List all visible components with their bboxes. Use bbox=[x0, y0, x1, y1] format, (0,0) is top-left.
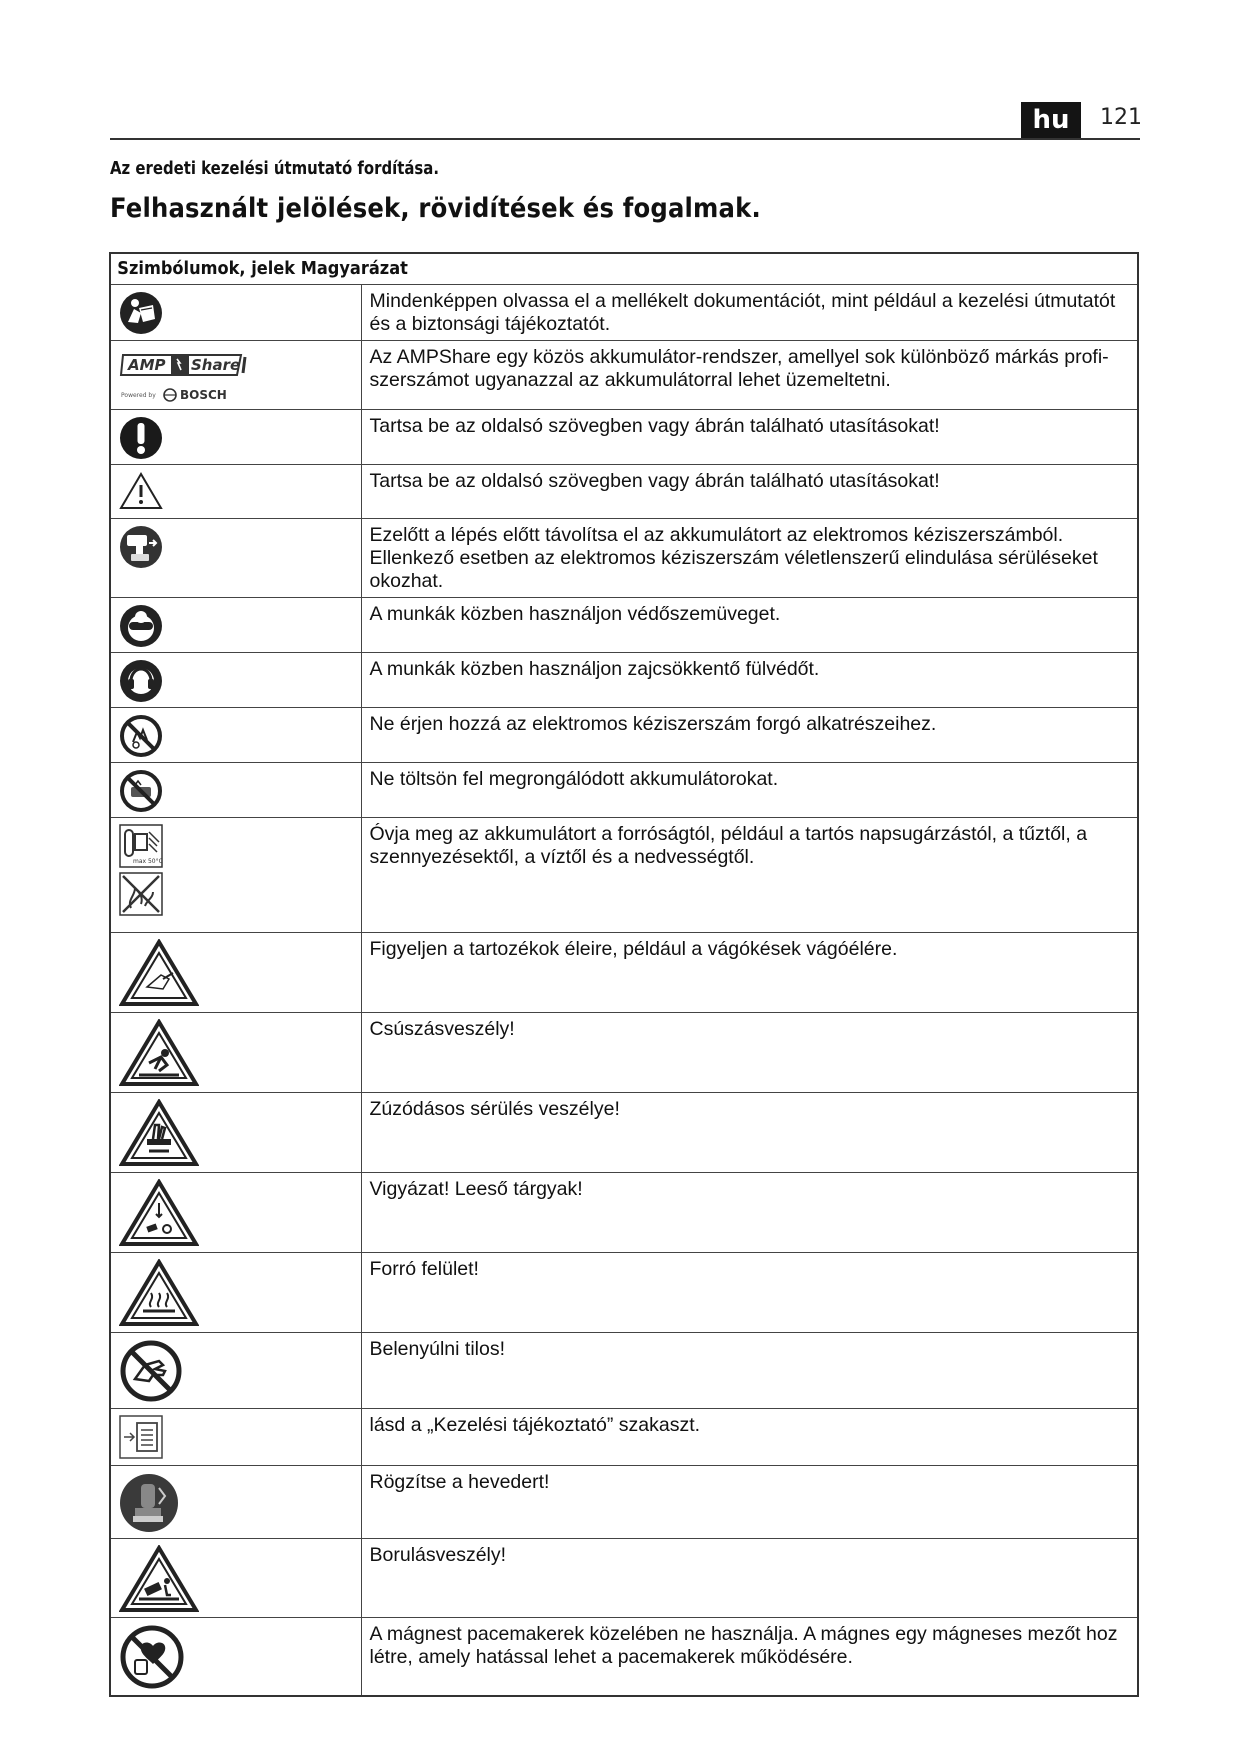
table-header-row bbox=[110, 253, 1138, 285]
logo-powered-text: Powered by bbox=[121, 392, 156, 399]
symbol-cell bbox=[110, 818, 361, 933]
crush-hazard-icon bbox=[119, 1099, 199, 1167]
symbol-cell bbox=[110, 410, 361, 465]
row-text: Figyeljen a tartozékok éleire, például a vágókések vágóélére. bbox=[369, 938, 898, 960]
table-row bbox=[110, 653, 1138, 708]
fasten-strap-icon bbox=[119, 1472, 179, 1534]
symbol-cell bbox=[110, 1173, 361, 1253]
symbol-cell bbox=[110, 465, 361, 519]
row-text: Tartsa be az oldalsó szövegben vagy ábrán található utasításokat! bbox=[369, 415, 940, 437]
symbol-cell bbox=[110, 653, 361, 708]
no-touch-rotating-parts-icon bbox=[119, 714, 163, 758]
slip-hazard-icon bbox=[119, 1019, 199, 1087]
table-row bbox=[110, 1466, 1138, 1539]
row-text: Ne töltsön fel megrongálódott akkumulátorokat. bbox=[369, 768, 779, 790]
symbol-cell bbox=[110, 1466, 361, 1539]
table-row bbox=[110, 1539, 1138, 1618]
row-text: Vigyázat! Leeső tárgyak! bbox=[369, 1178, 583, 1200]
table-row bbox=[110, 708, 1138, 763]
row-text: Óvja meg az akkumulátort a forróságtól, például a tartós napsugárzástól, a tűztől, a szennyezésektől, a víztől és a nedvességtől. bbox=[369, 823, 1088, 868]
table-row bbox=[110, 1013, 1138, 1093]
logo-amp-text: AMP bbox=[128, 356, 166, 374]
symbol-cell bbox=[110, 1539, 361, 1618]
table-row bbox=[110, 598, 1138, 653]
section-title: Felhasznált jelölések, rövidítések és fogalmak. bbox=[110, 193, 761, 224]
symbol-cell bbox=[110, 341, 361, 410]
row-text: Zúzódásos sérülés veszélye! bbox=[369, 1098, 620, 1120]
safety-goggles-icon bbox=[119, 604, 163, 648]
row-text: Ne érjen hozzá az elektromos kéziszerszám forgó alkatrészeihez. bbox=[369, 713, 937, 735]
table-row bbox=[110, 933, 1138, 1013]
symbol-cell bbox=[110, 1618, 361, 1696]
no-pacemaker-magnet-icon bbox=[119, 1624, 185, 1690]
table-row bbox=[110, 1333, 1138, 1409]
sharp-edges-warning-icon bbox=[119, 939, 199, 1007]
table-row bbox=[110, 1409, 1138, 1466]
row-text: Csúszásveszély! bbox=[369, 1018, 515, 1040]
ear-protection-icon bbox=[119, 659, 163, 703]
table-row bbox=[110, 1173, 1138, 1253]
row-text: Borulásveszély! bbox=[369, 1544, 507, 1566]
table-row bbox=[110, 1093, 1138, 1173]
row-text: Az AMPShare egy közös akkumulátor-rendszer, amellyel sok különböző márkás profi-szerszámot ugyanazzal az akkumulátorral lehet üzemeltetni. bbox=[369, 346, 1109, 391]
page-number: 121 bbox=[1100, 105, 1142, 130]
symbol-cell bbox=[110, 1333, 361, 1409]
temperature-label: max 50°C bbox=[133, 858, 163, 865]
row-text: Mindenképpen olvassa el a mellékelt dokumentációt, mint például a kezelési útmutatót és a biztonsági tájékoztatót. bbox=[369, 290, 1116, 335]
symbol-cell bbox=[110, 598, 361, 653]
symbol-cell bbox=[110, 1013, 361, 1093]
table-row bbox=[110, 1618, 1138, 1696]
symbol-cell bbox=[110, 708, 361, 763]
table-row bbox=[110, 519, 1138, 598]
table-row bbox=[110, 1253, 1138, 1333]
remove-battery-icon bbox=[119, 525, 163, 569]
row-text: Tartsa be az oldalsó szövegben vagy ábrán található utasításokat! bbox=[369, 470, 940, 492]
symbol-cell bbox=[110, 1409, 361, 1466]
symbol-cell bbox=[110, 285, 361, 341]
symbols-table bbox=[109, 252, 1139, 1697]
table-row bbox=[110, 465, 1138, 519]
hot-surface-icon bbox=[119, 1259, 199, 1327]
header-rule bbox=[110, 138, 1140, 140]
logo-share-text: Share bbox=[191, 356, 241, 374]
table-header-label: Szimbólumok, jelek Magyarázat bbox=[117, 258, 408, 279]
row-text: A munkák közben használjon zajcsökkentő fülvédőt. bbox=[369, 658, 820, 680]
symbol-cell bbox=[110, 933, 361, 1013]
row-text: lásd a „Kezelési tájékoztató” szakaszt. bbox=[369, 1414, 701, 1436]
warning-triangle-icon bbox=[119, 471, 163, 511]
table-row bbox=[110, 410, 1138, 465]
protect-battery-heat-icon bbox=[119, 824, 355, 916]
table-row bbox=[110, 763, 1138, 818]
falling-objects-icon bbox=[119, 1179, 199, 1247]
read-manual-icon bbox=[119, 291, 163, 335]
row-text: Belenyúlni tilos! bbox=[369, 1338, 505, 1360]
document-subtitle: Az eredeti kezelési útmutató fordítása. bbox=[110, 158, 440, 179]
logo-bosch-text: BOSCH bbox=[180, 388, 227, 402]
table-row bbox=[110, 818, 1138, 933]
row-text: Ezelőtt a lépés előtt távolítsa el az akkumulátort az elektromos kéziszerszámból. Ellenkező esetben az elektromos kéziszerszám véletlenszerű elindulása sérüléseket okozhat. bbox=[369, 524, 1098, 592]
no-reaching-in-icon bbox=[119, 1339, 183, 1403]
no-charge-damaged-battery-icon bbox=[119, 769, 163, 813]
symbol-cell bbox=[110, 1253, 361, 1333]
symbol-cell bbox=[110, 1093, 361, 1173]
see-operating-info-icon bbox=[119, 1415, 163, 1459]
table-row bbox=[110, 285, 1138, 341]
row-text: A mágnest pacemakerek közelében ne használja. A mágnes egy mágneses mezőt hoz létre, amely hatással lehet a pacemakerek működésére. bbox=[369, 1623, 1118, 1668]
ampshare-logo-icon bbox=[119, 347, 259, 405]
symbol-cell bbox=[110, 519, 361, 598]
row-text: A munkák közben használjon védőszemüveget. bbox=[369, 603, 781, 625]
language-badge: hu bbox=[1021, 102, 1081, 138]
tipping-hazard-icon bbox=[119, 1545, 199, 1613]
row-text: Forró felület! bbox=[369, 1258, 479, 1280]
mandatory-exclamation-icon bbox=[119, 416, 163, 460]
symbol-cell bbox=[110, 763, 361, 818]
row-text: Rögzítse a hevedert! bbox=[369, 1471, 550, 1493]
table-row bbox=[110, 341, 1138, 410]
